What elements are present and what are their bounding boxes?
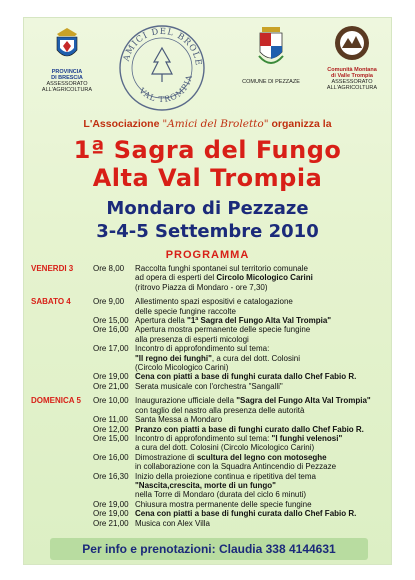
schedule-row <box>31 519 386 528</box>
schedule-time: Ore 8,00 <box>93 264 125 273</box>
schedule-line: Incontro di approfondimento sul tema: <box>135 344 270 354</box>
schedule-description <box>135 382 386 391</box>
schedule-row <box>31 396 386 415</box>
assoc-name: "Amici del Broletto" <box>162 118 269 130</box>
brescia-line2: DI BRESCIA <box>51 75 83 81</box>
schedule-line: con taglio del nastro alla presenza delle autorità <box>135 405 305 415</box>
schedule-row <box>31 425 386 434</box>
title-line1: 1ª Sagra del Fungo <box>73 136 342 164</box>
schedule-description <box>135 325 386 344</box>
amici-broletto-logo <box>116 22 208 114</box>
title-dates: 3-4-5 Settembre 2010 <box>96 221 319 242</box>
schedule-description <box>135 344 386 372</box>
pezzaze-caption: COMUNE DI PEZZAZE <box>242 79 300 85</box>
schedule-line: delle specie fungine raccolte <box>135 306 236 316</box>
schedule-time: Ore 19,00 <box>93 499 129 509</box>
schedule-description <box>135 415 386 424</box>
schedule-description <box>135 519 386 528</box>
schedule-line: "Nascita,crescita, morte di un fungo" <box>135 480 276 490</box>
footer-contact: Per info e prenotazioni: Claudia 338 4144631 <box>50 538 368 560</box>
pezzaze-crest-icon <box>256 26 286 70</box>
schedule-row <box>31 344 386 372</box>
schedule-time: Ore 16,00 <box>93 325 129 335</box>
brescia-line1: PROVINCIA <box>51 69 83 75</box>
comunita-line1: Comunità Montana <box>327 67 377 73</box>
schedule-line: alla presenza di esperti micologi <box>135 334 249 344</box>
schedule-line: Musica con Alex Villa <box>135 518 210 528</box>
schedule-row <box>31 500 386 509</box>
schedule-row <box>31 434 386 453</box>
schedule-time: Ore 21,00 <box>93 518 129 528</box>
schedule-line: (ritrovo Piazza di Mondaro - ore 7,30) <box>135 282 268 292</box>
schedule-line: "Il regno dei funghi", a cura del dott. Colosini <box>135 353 300 363</box>
comunita-emblem-icon <box>333 24 371 62</box>
association-line <box>24 118 391 130</box>
schedule-description <box>135 434 386 453</box>
schedule-line: Inaugurazione ufficiale della "Sagra del Fungo Alta Val Trompia" <box>135 396 371 406</box>
schedule-line: Apertura mostra permanente delle specie fungine <box>135 325 311 335</box>
schedule-row <box>31 325 386 344</box>
svg-text:VAL TROMPIA <box>137 74 194 104</box>
schedule-line: Serata musicale con l'orchestra "Sangalli" <box>135 381 283 391</box>
schedule-time: Ore 19,00 <box>93 372 129 382</box>
comunita-line2: di Valle Trompia <box>331 73 373 79</box>
schedule-day: SABATO 4 <box>31 297 71 307</box>
amici-stamp-icon <box>116 22 208 114</box>
schedule-line: Santa Messa a Mondaro <box>135 415 223 425</box>
schedule-line: Pranzo con piatti a base di funghi curato dallo Chef Fabio R. <box>135 424 364 434</box>
schedule-description <box>135 453 386 472</box>
amici-bottom-text: VAL TROMPIA <box>137 73 194 105</box>
schedule-time: Ore 15,00 <box>93 433 129 443</box>
schedule-row <box>31 509 386 518</box>
schedule-description <box>135 396 386 415</box>
assoc-pre: L'Associazione <box>83 118 160 130</box>
schedule-time: Ore 9,00 <box>93 297 125 307</box>
schedule-line: nella Torre di Mondaro (durata del ciclo 6 minuti) <box>135 490 307 500</box>
comunita-line4: ALL'AGRICOLTURA <box>326 85 378 91</box>
brescia-line4: ALL'AGRICOLTURA <box>41 87 93 93</box>
schedule-description <box>135 372 386 381</box>
brescia-crest-icon <box>47 26 87 64</box>
schedule-time: Ore 16,30 <box>93 471 129 481</box>
schedule-line: Inizio della proiezione continua e ripetitiva del tema <box>135 471 316 481</box>
schedule-line: Incontro di approfondimento sul tema: "I funghi velenosi" <box>135 433 343 443</box>
schedule-line: Cena con piatti a base di funghi curata dallo Chef Fabio R. <box>135 509 357 519</box>
schedule-time: Ore 15,00 <box>93 316 129 326</box>
schedule-day: VENERDI 3 <box>31 264 74 273</box>
title-line2: Alta Val Trompia <box>92 164 323 192</box>
schedule-line: in collaborazione con la Squadra Antincendio di Pezzaze <box>135 462 337 472</box>
schedule-description <box>135 509 386 518</box>
schedule-time: Ore 10,00 <box>93 396 129 406</box>
schedule-time: Ore 17,00 <box>93 344 129 354</box>
schedule-row <box>31 264 386 292</box>
title-location: Mondaro di Pezzaze <box>106 198 309 219</box>
schedule-line: Allestimento spazi espositivi e catalogazione <box>135 297 293 307</box>
schedule-description <box>135 472 386 500</box>
schedule-line: Raccolta funghi spontanei sul territorio comunale <box>135 264 308 273</box>
schedule-line: (Circolo Micologico Carini) <box>135 363 229 373</box>
schedule-description <box>135 425 386 434</box>
provincia-brescia-logo <box>36 26 98 93</box>
schedule-row <box>31 472 386 500</box>
schedule-time: Ore 11,00 <box>93 415 128 425</box>
schedule-description <box>135 264 386 292</box>
schedule-time: Ore 21,00 <box>93 381 129 391</box>
schedule-line: Apertura della "1ª Sagra del Fungo Alta Val Trompia" <box>135 316 332 326</box>
comunita-line3: ASSESSORATO <box>331 79 373 85</box>
assoc-post: organizza la <box>271 118 332 130</box>
schedule-description <box>135 297 386 316</box>
schedule-line: Cena con piatti a base di funghi curata dallo Chef Fabio R. <box>135 372 357 382</box>
schedule-row <box>31 415 386 424</box>
schedule-day: DOMENICA 5 <box>31 396 81 406</box>
schedule-line: a cura del dott. Colosini (Circolo Micologico Carini) <box>135 443 315 453</box>
comune-pezzaze-logo <box>242 26 300 85</box>
schedule-time: Ore 12,00 <box>93 424 129 434</box>
event-poster <box>24 18 391 564</box>
schedule-description <box>135 316 386 325</box>
schedule-line: ad opera di esperti del Circolo Micologico Carini <box>135 273 313 283</box>
schedule-row <box>31 382 386 391</box>
schedule-row <box>31 372 386 381</box>
schedule-row <box>31 316 386 325</box>
brescia-line3: ASSESSORATO <box>46 81 88 87</box>
schedule-row <box>31 453 386 472</box>
schedule-description <box>135 500 386 509</box>
schedule-time: Ore 16,00 <box>93 452 129 462</box>
schedule <box>31 264 386 528</box>
programma-heading: PROGRAMMA <box>165 249 250 261</box>
comunita-montana-logo <box>320 24 384 91</box>
amici-ring-text: AMICI DEL BROLE <box>121 26 204 67</box>
svg-text:AMICI DEL BROLETTO <box>116 22 203 67</box>
schedule-line: Chiusura mostra permanente delle specie fungine <box>135 499 312 509</box>
schedule-row <box>31 297 386 316</box>
schedule-time: Ore 19,00 <box>93 509 129 519</box>
schedule-line: Dimostrazione di scultura del legno con motoseghe <box>135 452 327 462</box>
